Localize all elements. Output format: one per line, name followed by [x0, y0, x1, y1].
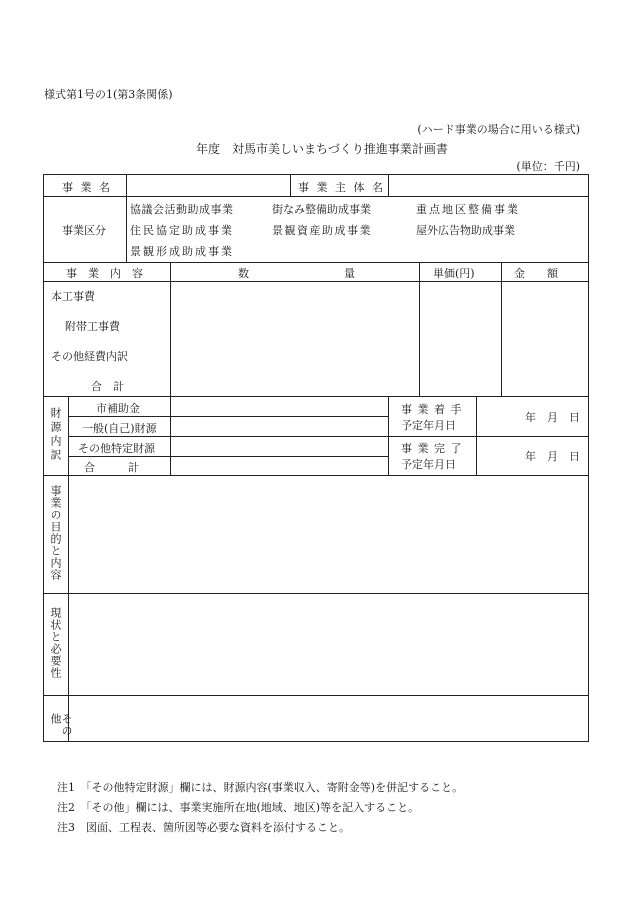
- funding-label: 財源内訳: [49, 407, 62, 463]
- category-option[interactable]: 景観形成助成事業: [130, 245, 234, 258]
- column-header: 金 額: [514, 267, 558, 280]
- business-name-label: 事 業 名: [62, 181, 112, 194]
- plan-form: [43, 174, 589, 742]
- cost-item: 附帯工事費: [65, 320, 120, 333]
- cost-item: 本工事費: [51, 290, 95, 303]
- divider: [68, 436, 388, 437]
- divider: [44, 695, 588, 696]
- other-label: その他: [49, 713, 73, 737]
- divider: [388, 436, 588, 437]
- divider: [68, 456, 388, 457]
- form-number: 様式第1号の1(第3条関係): [44, 88, 173, 101]
- category-option[interactable]: 街なみ整備助成事業: [272, 203, 371, 216]
- unit-label: (単位：千円): [516, 160, 580, 173]
- category-option[interactable]: 屋外広告物助成事業: [416, 224, 515, 237]
- start-date-field[interactable]: 年 月 日: [525, 411, 580, 424]
- current-status-label: 現状と必要性: [49, 607, 62, 679]
- category-option[interactable]: 景観資産助成事業: [272, 224, 372, 237]
- end-date-label: 事 業 完 了: [401, 442, 463, 455]
- category-option[interactable]: 協議会活動助成事業: [130, 203, 234, 216]
- divider: [44, 396, 588, 397]
- funding-row-label: 一般(自己)財源: [82, 422, 157, 435]
- divider: [170, 396, 171, 475]
- note-item: 注3 図面、工程表、箇所図等必要な資料を添付すること。: [57, 821, 350, 834]
- divider: [68, 475, 69, 741]
- column-header: 単価(円): [433, 267, 475, 280]
- note-item: 注2 「その他」欄には、事業実施所在地(地域、地区)等を記入すること。: [57, 801, 420, 814]
- funding-row-label: その他特定財源: [78, 442, 155, 455]
- funding-row-label: 市補助金: [96, 402, 140, 415]
- funding-row-label: 合 計: [84, 461, 139, 474]
- cost-item: その他経費内訳: [51, 350, 128, 363]
- divider: [44, 593, 588, 594]
- divider: [388, 175, 389, 196]
- divider: [68, 396, 69, 475]
- business-entity-label: 事 業 主 体 名: [298, 181, 385, 194]
- note-item: 注1 「その他特定財源」欄には、財源内容(事業収入、寄附金等)を併記すること。: [57, 781, 464, 794]
- category-option[interactable]: 重点地区整備事業: [416, 203, 520, 216]
- divider: [68, 416, 388, 417]
- divider: [388, 396, 389, 475]
- divider: [170, 262, 171, 396]
- divider: [126, 175, 127, 196]
- notes: [57, 778, 463, 838]
- category-option[interactable]: 住民協定助成事業: [130, 224, 234, 237]
- column-header: 数: [238, 267, 249, 280]
- page-title: 年度 対馬市美しいまちづくり推進事業計画書: [196, 142, 448, 156]
- start-date-label: 事 業 着 手: [401, 403, 463, 416]
- divider: [501, 262, 502, 396]
- divider: [419, 262, 420, 396]
- category-label: 事業区分: [62, 224, 106, 237]
- purpose-label: 事業の目的と内容: [49, 485, 62, 581]
- divider: [44, 281, 588, 282]
- column-header: 事 業 内 容: [66, 267, 143, 280]
- divider: [290, 175, 291, 196]
- divider: [126, 196, 127, 262]
- divider: [476, 396, 477, 475]
- start-date-label: 予定年月日: [401, 419, 456, 432]
- divider: [44, 262, 588, 263]
- column-header: 量: [344, 267, 355, 280]
- end-date-label: 予定年月日: [401, 458, 456, 471]
- form-usage-note: (ハード事業の場合に用いる様式): [417, 123, 580, 136]
- divider: [44, 475, 588, 476]
- cost-total-label: 合 計: [91, 380, 124, 393]
- end-date-field[interactable]: 年 月 日: [525, 450, 580, 463]
